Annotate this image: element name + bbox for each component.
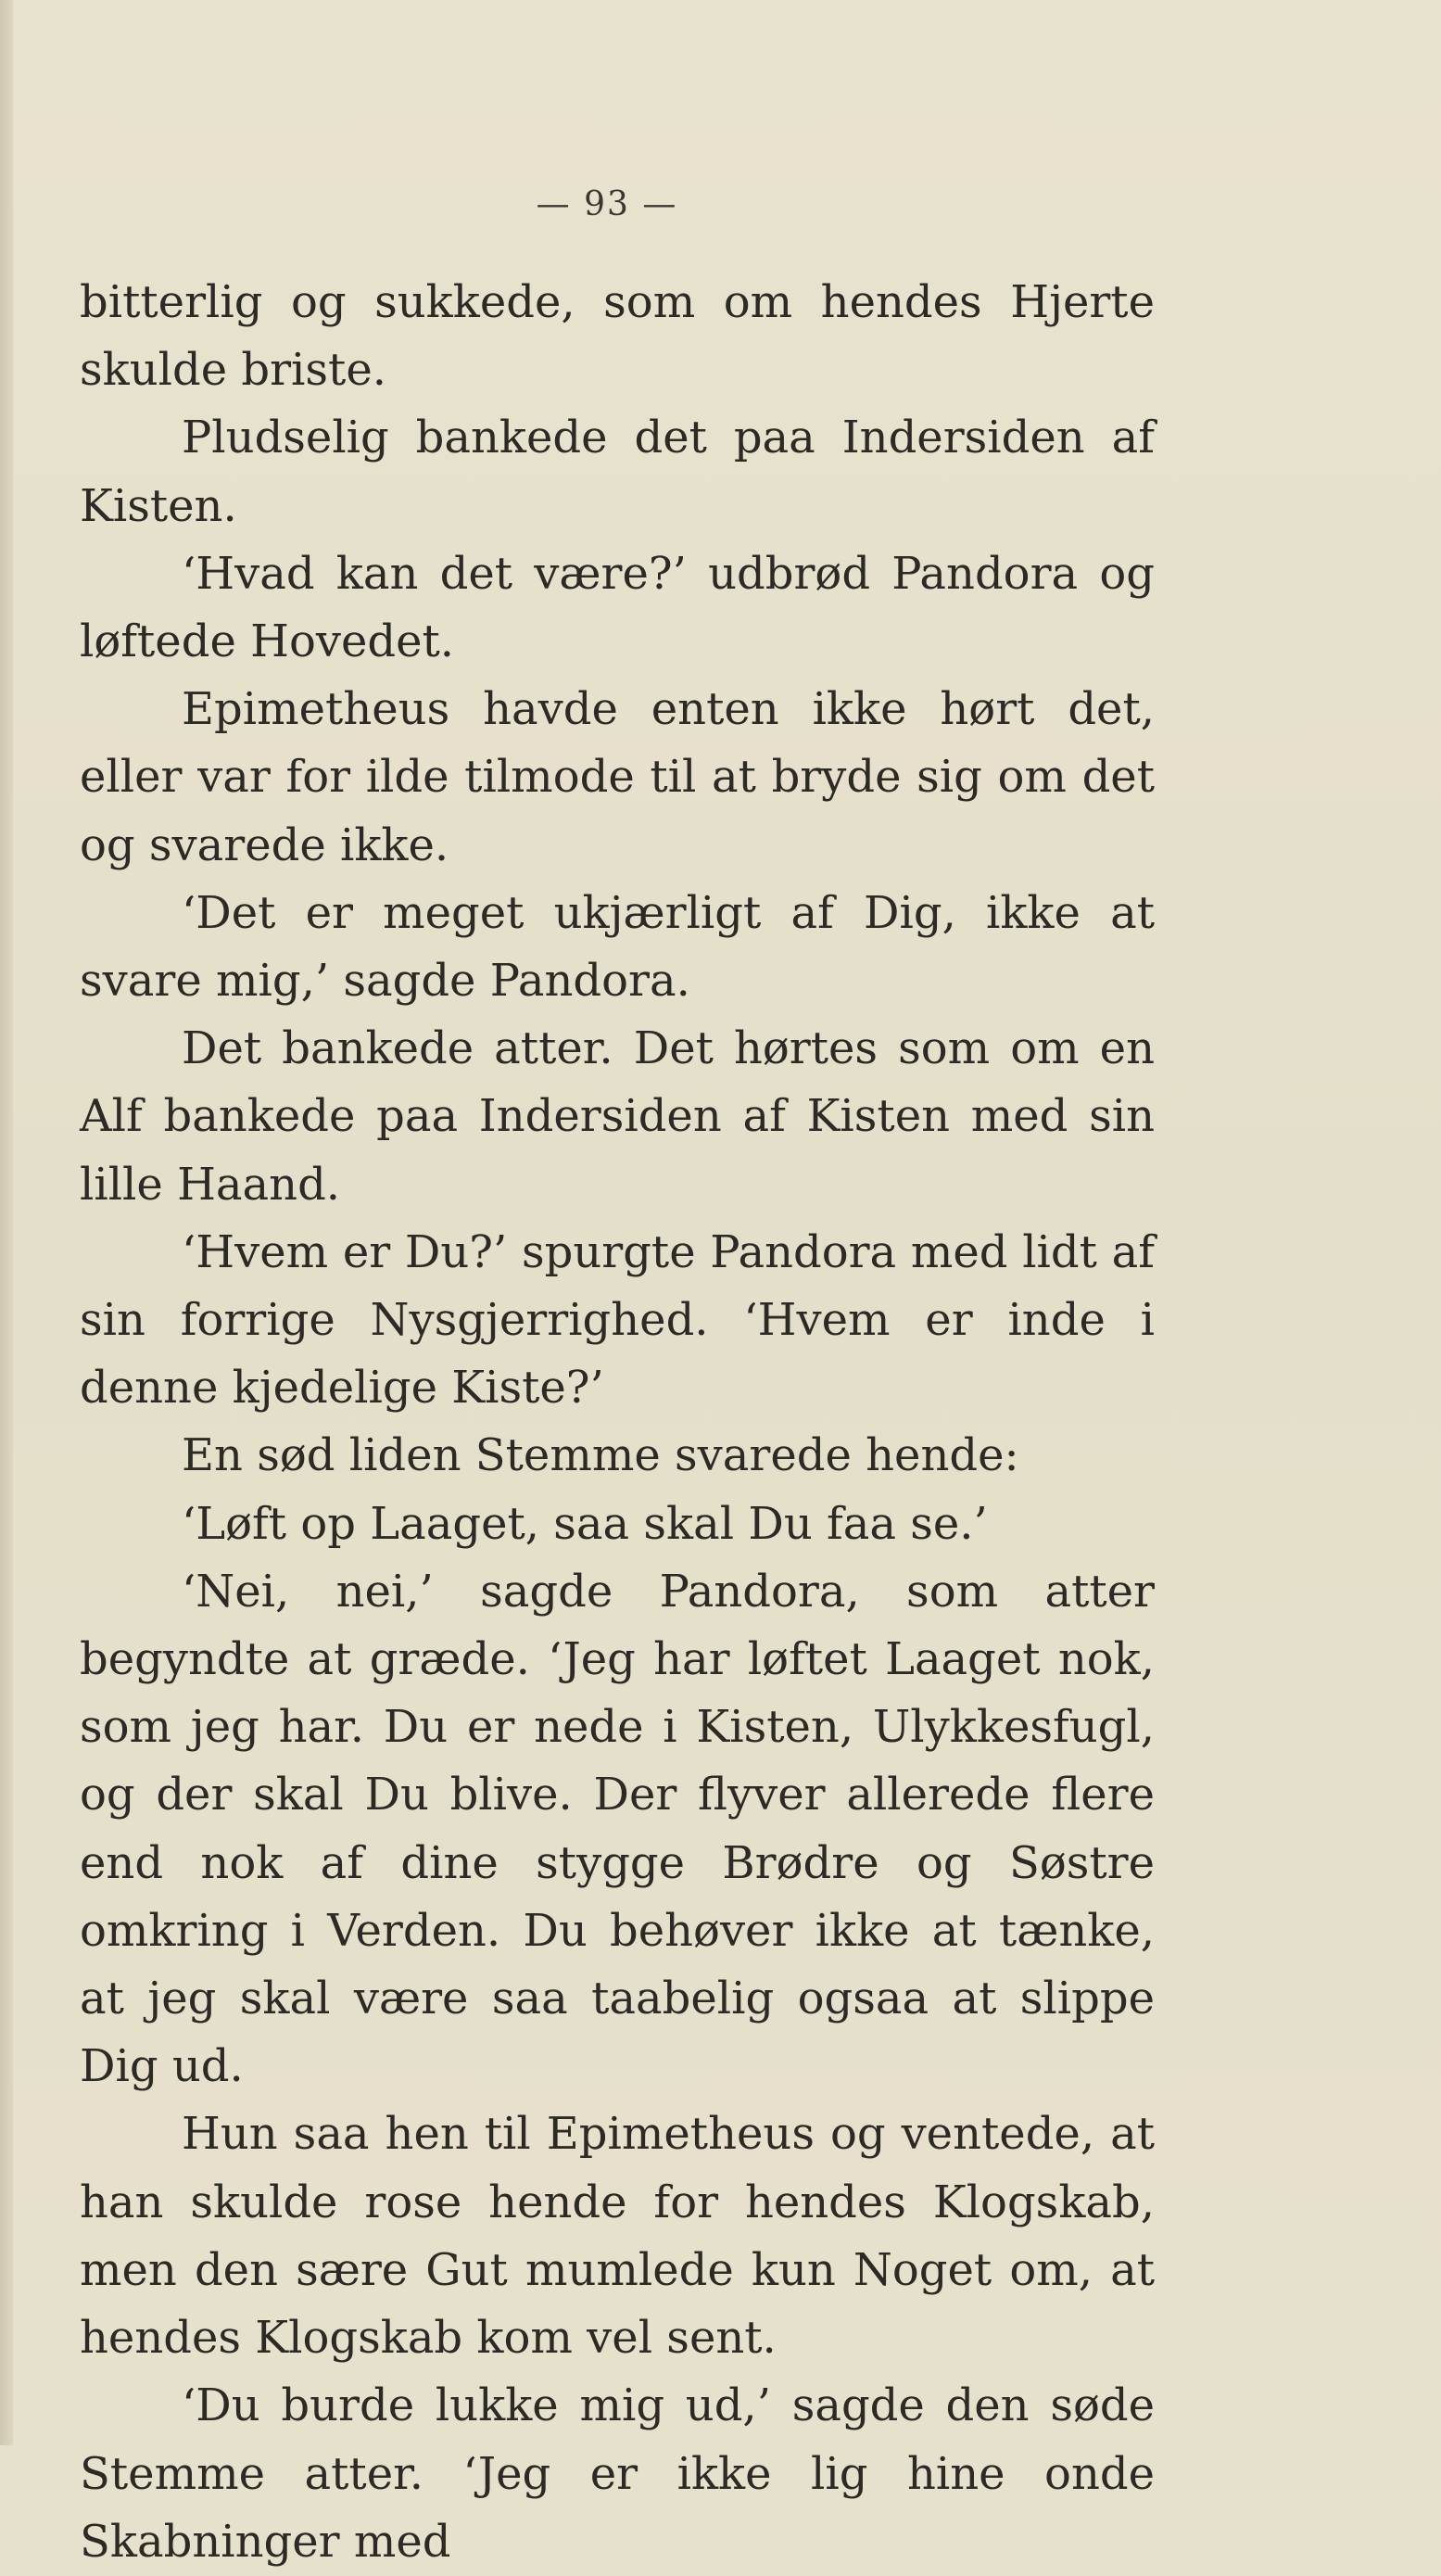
paragraph: Pludselig bankede det paa Indersiden af Kisten. [80,412,1155,532]
paragraph: ‘Nei, nei,’ sagde Pandora, som atter begyndte at græde. ‘Jeg har løftet Laaget nok, som jeg har. Du er nede i Kisten, Ulykkesfugl, og der skal Du blive. Der flyver allerede flere end nok af dine stygge Brødre og Søstre omkring i Verden. Du behøver ikke at tænke, at jeg skal være saa taabelig ogsaa at slippe Dig ud. [80,1565,1155,2093]
paragraph: ‘Hvad kan det være?’ udbrød Pandora og løftede Hovedet. [80,547,1155,668]
paragraph: Det bankede atter. Det hørtes som om en Alf bankede paa Indersiden af Kisten med sin lille Haand. [80,1022,1155,1211]
paragraph: ‘Hvem er Du?’ spurgte Pandora med lidt af sin forrige Nysgjerrighed. ‘Hvem er inde i denne kjedelige Kiste?’ [80,1225,1155,1415]
paragraph: ‘Du burde lukke mig ud,’ sagde den søde Stemme atter. ‘Jeg er ikke lig hine onde Skabninger med [80,2379,1155,2568]
paragraph: En sød liden Stemme svarede hende: [182,1429,1019,1482]
page-spine-edge [0,0,13,2445]
paragraph: bitterlig og sukkede, som om hendes Hjerte skulde briste. [80,276,1155,397]
page-number: — 93 — [536,185,678,223]
paragraph: Hun saa hen til Epimetheus og ventede, at han skulde rose hende for hendes Klogskab, men den sære Gut mumlede kun Noget om, at hendes Klogskab kom vel sent. [80,2108,1155,2365]
paragraph: Epimetheus havde enten ikke hørt det, eller var for ilde tilmode til at bryde sig om det og svarede ikke. [80,683,1155,871]
paragraph: ‘Det er meget ukjærligt af Dig, ikke at svare mig,’ sagde Pandora. [80,886,1155,1008]
body-text [80,269,1155,2576]
paragraph: ‘Løft op Laaget, saa skal Du faa se.’ [182,1497,988,1550]
